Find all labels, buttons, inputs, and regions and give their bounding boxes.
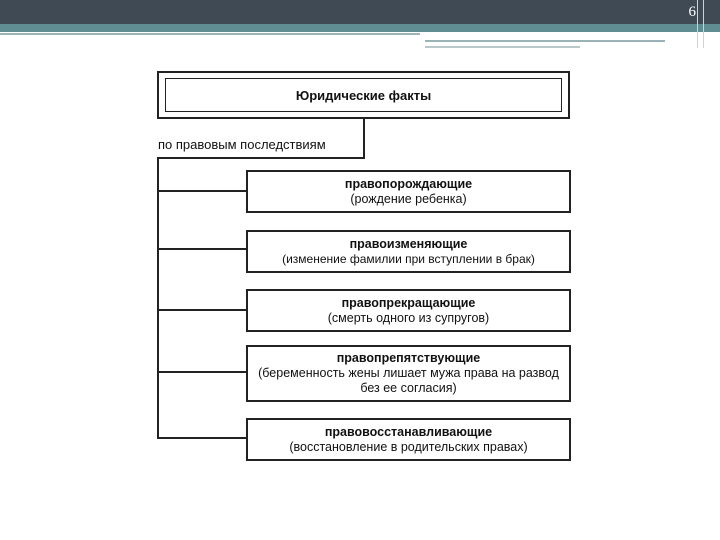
connector-criterion-underline <box>157 157 365 159</box>
category-box-1 <box>246 170 571 213</box>
category-example: (беременность жены лишает мужа права на развод без ее согласия) <box>258 366 559 395</box>
connector-branch-1 <box>157 190 246 192</box>
page-number: 6 <box>688 4 696 20</box>
header-deco-vline <box>697 0 698 48</box>
category-example: (восстановление в родительских правах) <box>289 439 528 454</box>
category-box-3 <box>246 289 571 332</box>
slide-header-accent <box>0 24 720 32</box>
header-deco-vline <box>703 0 704 48</box>
header-deco-line <box>425 46 580 48</box>
category-title: правопорождающие <box>344 176 473 191</box>
connector-branch-5 <box>157 437 246 439</box>
category-example: (изменение фамилии при вступлении в брак) <box>282 251 535 266</box>
connector-trunk <box>157 157 159 439</box>
category-box-5 <box>246 418 571 461</box>
slide-header-band <box>0 0 720 24</box>
header-deco-line <box>425 40 665 42</box>
connector-branch-2 <box>157 248 246 250</box>
category-title: правовосстанавливающие <box>324 424 493 439</box>
category-box-2 <box>246 230 571 273</box>
root-box-label: Юридические факты <box>165 78 562 112</box>
category-example: (рождение ребенка) <box>350 191 467 206</box>
connector-root-down <box>363 119 365 159</box>
root-box <box>157 71 570 119</box>
category-example: (смерть одного из супругов) <box>327 310 490 325</box>
category-title: правоизменяющие <box>349 236 468 251</box>
category-title: правопрекращающие <box>341 295 476 310</box>
category-box-4 <box>246 345 571 402</box>
connector-branch-3 <box>157 309 246 311</box>
header-deco-line <box>0 33 420 35</box>
criterion-label: по правовым последствиям <box>158 137 326 152</box>
connector-branch-4 <box>157 371 246 373</box>
category-title: правопрепятствующие <box>336 351 481 365</box>
